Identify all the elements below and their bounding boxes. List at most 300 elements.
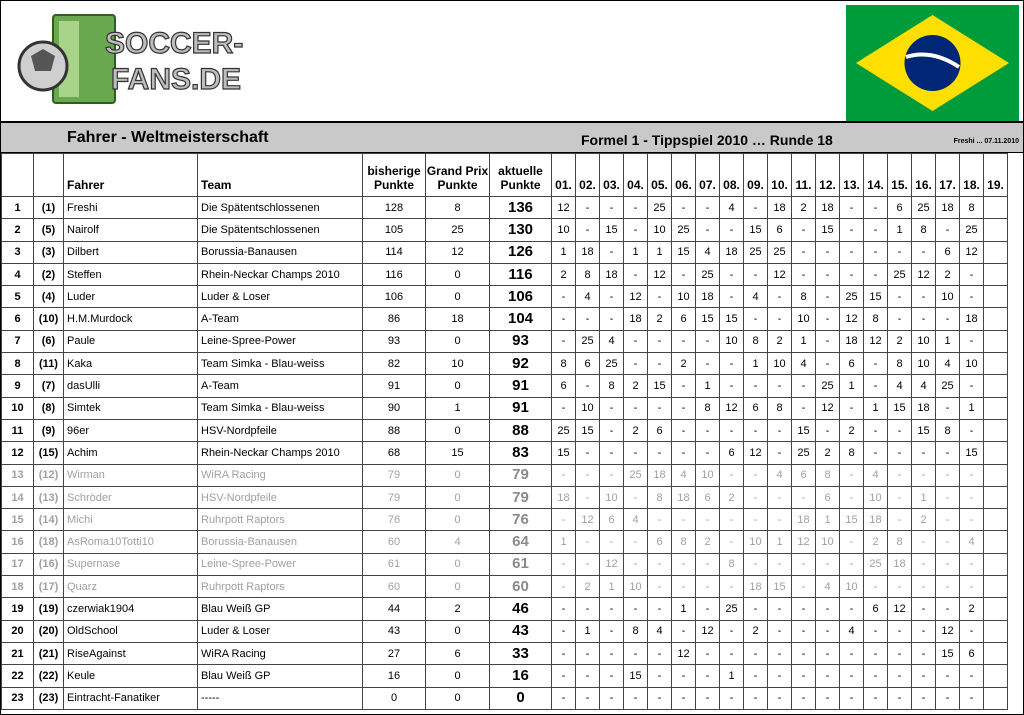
previous-points-cell: 44 bbox=[363, 598, 426, 620]
column-header-bisherige bbox=[363, 154, 426, 197]
race-points-cell: 6 bbox=[600, 509, 624, 531]
race-points-cell: - bbox=[600, 531, 624, 553]
race-points-cell: 4 bbox=[840, 620, 864, 642]
race-points-cell: - bbox=[744, 598, 768, 620]
race-points-cell: 15 bbox=[672, 241, 696, 263]
race-points-cell: 1 bbox=[840, 375, 864, 397]
race-points-cell: - bbox=[912, 665, 936, 687]
table-row bbox=[2, 219, 1008, 241]
race-points-cell: - bbox=[600, 419, 624, 441]
rank-cell: 9 bbox=[2, 375, 34, 397]
race-points-cell: - bbox=[792, 486, 816, 508]
rank-cell: 14 bbox=[2, 486, 34, 508]
race-points-cell: - bbox=[600, 397, 624, 419]
race-points-cell: - bbox=[792, 397, 816, 419]
race-points-cell: 2 bbox=[816, 442, 840, 464]
race-points-cell: 2 bbox=[888, 330, 912, 352]
prev-rank-cell: (1) bbox=[34, 197, 64, 219]
driver-name-cell: AsRoma10Totti10 bbox=[64, 531, 198, 553]
race-points-cell: - bbox=[576, 308, 600, 330]
table-row bbox=[2, 263, 1008, 285]
previous-points-cell: 93 bbox=[363, 330, 426, 352]
race-points-cell: 10 bbox=[792, 308, 816, 330]
total-points-cell: 0 bbox=[490, 687, 552, 709]
race-points-cell: - bbox=[888, 576, 912, 598]
rank-cell: 20 bbox=[2, 620, 34, 642]
team-cell: Rhein-Neckar Champs 2010 bbox=[198, 442, 363, 464]
grand-prix-points-cell: 6 bbox=[426, 642, 490, 664]
team-cell: A-Team bbox=[198, 375, 363, 397]
race-points-cell: 2 bbox=[960, 598, 984, 620]
total-points-cell: 92 bbox=[490, 353, 552, 375]
race-points-cell bbox=[984, 642, 1008, 664]
race-points-cell: 6 bbox=[696, 486, 720, 508]
race-points-cell: - bbox=[912, 308, 936, 330]
column-header-aktuelle-line2: Punkte bbox=[500, 178, 541, 192]
rank-cell: 18 bbox=[2, 576, 34, 598]
race-points-cell: 2 bbox=[576, 576, 600, 598]
race-points-cell: 8 bbox=[864, 308, 888, 330]
column-header-team: Team bbox=[198, 154, 363, 197]
team-cell: HSV-Nordpfeile bbox=[198, 486, 363, 508]
race-points-cell: - bbox=[888, 419, 912, 441]
race-points-cell: - bbox=[600, 241, 624, 263]
race-points-cell: - bbox=[552, 308, 576, 330]
rank-cell: 23 bbox=[2, 687, 34, 709]
race-points-cell: 1 bbox=[816, 509, 840, 531]
previous-points-cell: 27 bbox=[363, 642, 426, 664]
race-points-cell: - bbox=[600, 286, 624, 308]
driver-name-cell: Supernase bbox=[64, 553, 198, 575]
race-points-cell: - bbox=[624, 598, 648, 620]
rank-cell: 1 bbox=[2, 197, 34, 219]
race-points-cell: - bbox=[576, 464, 600, 486]
driver-name-cell: Keule bbox=[64, 665, 198, 687]
race-points-cell: 10 bbox=[552, 219, 576, 241]
total-points-cell: 43 bbox=[490, 620, 552, 642]
race-points-cell: 15 bbox=[576, 419, 600, 441]
race-points-cell: - bbox=[768, 375, 792, 397]
table-row bbox=[2, 531, 1008, 553]
race-points-cell: 8 bbox=[792, 286, 816, 308]
race-points-cell: 10 bbox=[648, 219, 672, 241]
race-points-cell: 6 bbox=[744, 397, 768, 419]
race-points-cell: 10 bbox=[744, 531, 768, 553]
race-points-cell: 15 bbox=[816, 219, 840, 241]
race-points-cell bbox=[984, 286, 1008, 308]
race-points-cell: - bbox=[744, 509, 768, 531]
rank-cell: 12 bbox=[2, 442, 34, 464]
race-points-cell: - bbox=[840, 263, 864, 285]
race-points-cell: 25 bbox=[744, 241, 768, 263]
race-points-cell bbox=[984, 308, 1008, 330]
prev-rank-cell: (23) bbox=[34, 687, 64, 709]
driver-name-cell: Freshi bbox=[64, 197, 198, 219]
race-points-cell: 2 bbox=[648, 308, 672, 330]
race-points-cell: - bbox=[912, 598, 936, 620]
race-points-cell bbox=[984, 509, 1008, 531]
team-cell: Luder & Loser bbox=[198, 286, 363, 308]
prev-rank-cell: (5) bbox=[34, 219, 64, 241]
table-row bbox=[2, 442, 1008, 464]
race-points-cell: - bbox=[744, 687, 768, 709]
race-points-cell: - bbox=[552, 642, 576, 664]
race-points-cell: 12 bbox=[600, 553, 624, 575]
race-points-cell: 6 bbox=[720, 442, 744, 464]
race-points-cell: 15 bbox=[888, 397, 912, 419]
race-points-cell: - bbox=[720, 464, 744, 486]
race-points-cell: - bbox=[552, 553, 576, 575]
grand-prix-points-cell: 0 bbox=[426, 553, 490, 575]
column-header-race: 02. bbox=[576, 154, 600, 197]
race-points-cell: 4 bbox=[672, 464, 696, 486]
header-row bbox=[2, 154, 1008, 197]
race-points-cell: - bbox=[888, 687, 912, 709]
page-subtitle: Formel 1 - Tippspiel 2010 … Runde 18 bbox=[581, 132, 833, 148]
prev-rank-cell: (19) bbox=[34, 598, 64, 620]
race-points-cell: - bbox=[960, 286, 984, 308]
race-points-cell: - bbox=[840, 598, 864, 620]
race-points-cell: 15 bbox=[744, 219, 768, 241]
race-points-cell: 4 bbox=[696, 241, 720, 263]
race-points-cell: - bbox=[816, 553, 840, 575]
table-row bbox=[2, 286, 1008, 308]
race-points-cell: 6 bbox=[840, 353, 864, 375]
total-points-cell: 61 bbox=[490, 553, 552, 575]
total-points-cell: 136 bbox=[490, 197, 552, 219]
race-points-cell: - bbox=[624, 442, 648, 464]
prev-rank-cell: (22) bbox=[34, 665, 64, 687]
race-points-cell: - bbox=[816, 308, 840, 330]
race-points-cell: 6 bbox=[672, 308, 696, 330]
race-points-cell: 18 bbox=[576, 241, 600, 263]
race-points-cell: 25 bbox=[888, 263, 912, 285]
rank-cell: 3 bbox=[2, 241, 34, 263]
race-points-cell: 25 bbox=[624, 464, 648, 486]
driver-name-cell: Simtek bbox=[64, 397, 198, 419]
race-points-cell: - bbox=[600, 598, 624, 620]
race-points-cell: 12 bbox=[912, 263, 936, 285]
grand-prix-points-cell: 4 bbox=[426, 531, 490, 553]
race-points-cell: - bbox=[768, 509, 792, 531]
race-points-cell: 6 bbox=[936, 241, 960, 263]
race-points-cell: 4 bbox=[576, 286, 600, 308]
column-header-fahrer: Fahrer bbox=[64, 154, 198, 197]
race-points-cell: 15 bbox=[864, 286, 888, 308]
driver-name-cell: czerwiak1904 bbox=[64, 598, 198, 620]
race-points-cell: - bbox=[960, 665, 984, 687]
race-points-cell: - bbox=[888, 509, 912, 531]
race-points-cell: - bbox=[696, 219, 720, 241]
race-points-cell: 4 bbox=[648, 620, 672, 642]
race-points-cell: 4 bbox=[624, 509, 648, 531]
race-points-cell: 12 bbox=[840, 308, 864, 330]
grand-prix-points-cell: 8 bbox=[426, 197, 490, 219]
race-points-cell: - bbox=[720, 576, 744, 598]
race-points-cell: 8 bbox=[816, 464, 840, 486]
race-points-cell: 10 bbox=[840, 576, 864, 598]
race-points-cell: 12 bbox=[576, 509, 600, 531]
column-header-race: 16. bbox=[912, 154, 936, 197]
grand-prix-points-cell: 0 bbox=[426, 620, 490, 642]
race-points-cell: - bbox=[672, 509, 696, 531]
column-header-race: 05. bbox=[648, 154, 672, 197]
team-cell: WiRA Racing bbox=[198, 464, 363, 486]
grand-prix-points-cell: 0 bbox=[426, 263, 490, 285]
grand-prix-points-cell: 0 bbox=[426, 687, 490, 709]
race-points-cell: - bbox=[624, 531, 648, 553]
race-points-cell: 1 bbox=[792, 330, 816, 352]
race-points-cell: - bbox=[792, 665, 816, 687]
grand-prix-points-cell: 0 bbox=[426, 576, 490, 598]
race-points-cell: - bbox=[696, 197, 720, 219]
race-points-cell: - bbox=[720, 509, 744, 531]
race-points-cell: - bbox=[624, 642, 648, 664]
rank-cell: 17 bbox=[2, 553, 34, 575]
prev-rank-cell: (7) bbox=[34, 375, 64, 397]
rank-cell: 21 bbox=[2, 642, 34, 664]
race-points-cell: - bbox=[840, 464, 864, 486]
race-points-cell: - bbox=[840, 553, 864, 575]
driver-name-cell: Dilbert bbox=[64, 241, 198, 263]
prev-rank-cell: (10) bbox=[34, 308, 64, 330]
race-points-cell: - bbox=[768, 687, 792, 709]
prev-rank-cell: (2) bbox=[34, 263, 64, 285]
race-points-cell: - bbox=[840, 241, 864, 263]
table-row bbox=[2, 241, 1008, 263]
race-points-cell: - bbox=[936, 397, 960, 419]
race-points-cell: - bbox=[768, 620, 792, 642]
team-cell: Borussia-Banausen bbox=[198, 241, 363, 263]
rank-cell: 10 bbox=[2, 397, 34, 419]
race-points-cell: - bbox=[840, 687, 864, 709]
race-points-cell: - bbox=[840, 197, 864, 219]
race-points-cell: - bbox=[840, 665, 864, 687]
previous-points-cell: 60 bbox=[363, 576, 426, 598]
grand-prix-points-cell: 0 bbox=[426, 464, 490, 486]
team-cell: Blau Weiß GP bbox=[198, 665, 363, 687]
previous-points-cell: 76 bbox=[363, 509, 426, 531]
team-cell: Rhein-Neckar Champs 2010 bbox=[198, 263, 363, 285]
race-points-cell: 15 bbox=[552, 442, 576, 464]
race-points-cell: 15 bbox=[720, 308, 744, 330]
race-points-cell: - bbox=[912, 531, 936, 553]
race-points-cell: - bbox=[744, 419, 768, 441]
race-points-cell: 2 bbox=[672, 353, 696, 375]
race-points-cell: - bbox=[672, 576, 696, 598]
race-points-cell: - bbox=[912, 286, 936, 308]
race-points-cell: - bbox=[816, 419, 840, 441]
race-points-cell bbox=[984, 219, 1008, 241]
race-points-cell: - bbox=[816, 330, 840, 352]
race-points-cell: 25 bbox=[960, 219, 984, 241]
race-points-cell: 1 bbox=[720, 665, 744, 687]
race-points-cell: - bbox=[648, 330, 672, 352]
race-points-cell: - bbox=[864, 665, 888, 687]
team-cell: Die Spätentschlossenen bbox=[198, 197, 363, 219]
race-points-cell: - bbox=[816, 598, 840, 620]
race-points-cell: 18 bbox=[768, 197, 792, 219]
race-points-cell: 25 bbox=[840, 286, 864, 308]
column-header-race: 01. bbox=[552, 154, 576, 197]
race-points-cell: 2 bbox=[768, 330, 792, 352]
race-points-cell: - bbox=[600, 687, 624, 709]
race-points-cell: - bbox=[672, 397, 696, 419]
race-points-cell: - bbox=[864, 442, 888, 464]
race-points-cell: 6 bbox=[816, 486, 840, 508]
race-points-cell: - bbox=[624, 397, 648, 419]
race-points-cell: 25 bbox=[648, 197, 672, 219]
table-row bbox=[2, 620, 1008, 642]
race-points-cell: - bbox=[696, 598, 720, 620]
previous-points-cell: 106 bbox=[363, 286, 426, 308]
column-header-race: 18. bbox=[960, 154, 984, 197]
race-points-cell: 10 bbox=[960, 353, 984, 375]
race-points-cell: 8 bbox=[960, 197, 984, 219]
race-points-cell: 8 bbox=[888, 531, 912, 553]
grand-prix-points-cell: 0 bbox=[426, 486, 490, 508]
race-points-cell: - bbox=[768, 419, 792, 441]
race-points-cell: 8 bbox=[720, 553, 744, 575]
rank-cell: 5 bbox=[2, 286, 34, 308]
race-points-cell: - bbox=[864, 375, 888, 397]
race-points-cell: - bbox=[576, 553, 600, 575]
race-points-cell: 4 bbox=[792, 353, 816, 375]
race-points-cell: - bbox=[552, 576, 576, 598]
driver-name-cell: Schröder bbox=[64, 486, 198, 508]
table-row bbox=[2, 419, 1008, 441]
race-points-cell: - bbox=[648, 397, 672, 419]
driver-name-cell: dasUlli bbox=[64, 375, 198, 397]
race-points-cell: - bbox=[576, 375, 600, 397]
race-points-cell: 2 bbox=[912, 509, 936, 531]
race-points-cell: - bbox=[720, 219, 744, 241]
column-header-race: 08. bbox=[720, 154, 744, 197]
race-points-cell: 15 bbox=[648, 375, 672, 397]
race-points-cell: 12 bbox=[792, 531, 816, 553]
race-points-cell: - bbox=[960, 486, 984, 508]
race-points-cell: - bbox=[888, 665, 912, 687]
race-points-cell: - bbox=[840, 219, 864, 241]
driver-name-cell: Achim bbox=[64, 442, 198, 464]
rank-cell: 2 bbox=[2, 219, 34, 241]
race-points-cell: 18 bbox=[960, 308, 984, 330]
race-points-cell: - bbox=[768, 553, 792, 575]
race-points-cell: - bbox=[552, 464, 576, 486]
race-points-cell: 6 bbox=[960, 642, 984, 664]
previous-points-cell: 79 bbox=[363, 486, 426, 508]
brazil-flag-icon bbox=[846, 5, 1019, 121]
previous-points-cell: 0 bbox=[363, 687, 426, 709]
race-points-cell: - bbox=[648, 509, 672, 531]
race-points-cell: 4 bbox=[816, 576, 840, 598]
race-points-cell: - bbox=[672, 197, 696, 219]
rank-cell: 4 bbox=[2, 263, 34, 285]
race-points-cell: 6 bbox=[864, 598, 888, 620]
race-points-cell: 4 bbox=[864, 464, 888, 486]
team-cell: Team Simka - Blau-weiss bbox=[198, 397, 363, 419]
driver-name-cell: Luder bbox=[64, 286, 198, 308]
race-points-cell bbox=[984, 375, 1008, 397]
race-points-cell: 8 bbox=[624, 620, 648, 642]
race-points-cell: - bbox=[672, 375, 696, 397]
column-header-race: 12. bbox=[816, 154, 840, 197]
prev-rank-cell: (13) bbox=[34, 486, 64, 508]
column-header-grandprix-line1: Grand Prix bbox=[426, 164, 489, 178]
driver-name-cell: H.M.Murdock bbox=[64, 308, 198, 330]
race-points-cell: - bbox=[768, 286, 792, 308]
race-points-cell: 8 bbox=[768, 397, 792, 419]
table-row bbox=[2, 197, 1008, 219]
race-points-cell: 15 bbox=[936, 642, 960, 664]
previous-points-cell: 82 bbox=[363, 353, 426, 375]
race-points-cell: - bbox=[672, 330, 696, 352]
table-row bbox=[2, 665, 1008, 687]
race-points-cell: - bbox=[912, 620, 936, 642]
race-points-cell: 18 bbox=[600, 263, 624, 285]
prev-rank-cell: (16) bbox=[34, 553, 64, 575]
race-points-cell: - bbox=[576, 197, 600, 219]
race-points-cell bbox=[984, 330, 1008, 352]
race-points-cell: - bbox=[648, 576, 672, 598]
race-points-cell: 25 bbox=[552, 419, 576, 441]
race-points-cell: - bbox=[720, 263, 744, 285]
driver-name-cell: Nairolf bbox=[64, 219, 198, 241]
race-points-cell: 15 bbox=[600, 219, 624, 241]
race-points-cell bbox=[984, 464, 1008, 486]
race-points-cell: 1 bbox=[768, 531, 792, 553]
race-points-cell: - bbox=[912, 241, 936, 263]
team-cell: Leine-Spree-Power bbox=[198, 330, 363, 352]
race-points-cell: - bbox=[696, 419, 720, 441]
grand-prix-points-cell: 12 bbox=[426, 241, 490, 263]
column-header-bisherige-line2: Punkte bbox=[373, 178, 414, 192]
driver-name-cell: Kaka bbox=[64, 353, 198, 375]
grand-prix-points-cell: 25 bbox=[426, 219, 490, 241]
table-row bbox=[2, 375, 1008, 397]
race-points-cell: 10 bbox=[696, 464, 720, 486]
race-points-cell: - bbox=[576, 486, 600, 508]
race-points-cell: 1 bbox=[624, 241, 648, 263]
race-points-cell: - bbox=[888, 442, 912, 464]
race-points-cell: 12 bbox=[768, 263, 792, 285]
race-points-cell: - bbox=[816, 263, 840, 285]
race-points-cell: - bbox=[936, 442, 960, 464]
race-points-cell: 18 bbox=[936, 197, 960, 219]
race-points-cell: 18 bbox=[672, 486, 696, 508]
race-points-cell: - bbox=[672, 687, 696, 709]
race-points-cell: - bbox=[600, 642, 624, 664]
race-points-cell bbox=[984, 263, 1008, 285]
race-points-cell: - bbox=[552, 397, 576, 419]
race-points-cell: - bbox=[936, 553, 960, 575]
race-points-cell: 12 bbox=[864, 330, 888, 352]
race-points-cell: - bbox=[864, 241, 888, 263]
race-points-cell: - bbox=[888, 308, 912, 330]
table-row bbox=[2, 576, 1008, 598]
race-points-cell: - bbox=[792, 642, 816, 664]
race-points-cell: - bbox=[912, 687, 936, 709]
column-header-aktuelle-line1: aktuelle bbox=[498, 164, 543, 178]
race-points-cell: 15 bbox=[912, 419, 936, 441]
race-points-cell: - bbox=[960, 620, 984, 642]
race-points-cell: - bbox=[696, 509, 720, 531]
race-points-cell: - bbox=[624, 330, 648, 352]
race-points-cell: - bbox=[912, 442, 936, 464]
race-points-cell: - bbox=[648, 598, 672, 620]
race-points-cell: - bbox=[648, 442, 672, 464]
race-points-cell: - bbox=[720, 687, 744, 709]
